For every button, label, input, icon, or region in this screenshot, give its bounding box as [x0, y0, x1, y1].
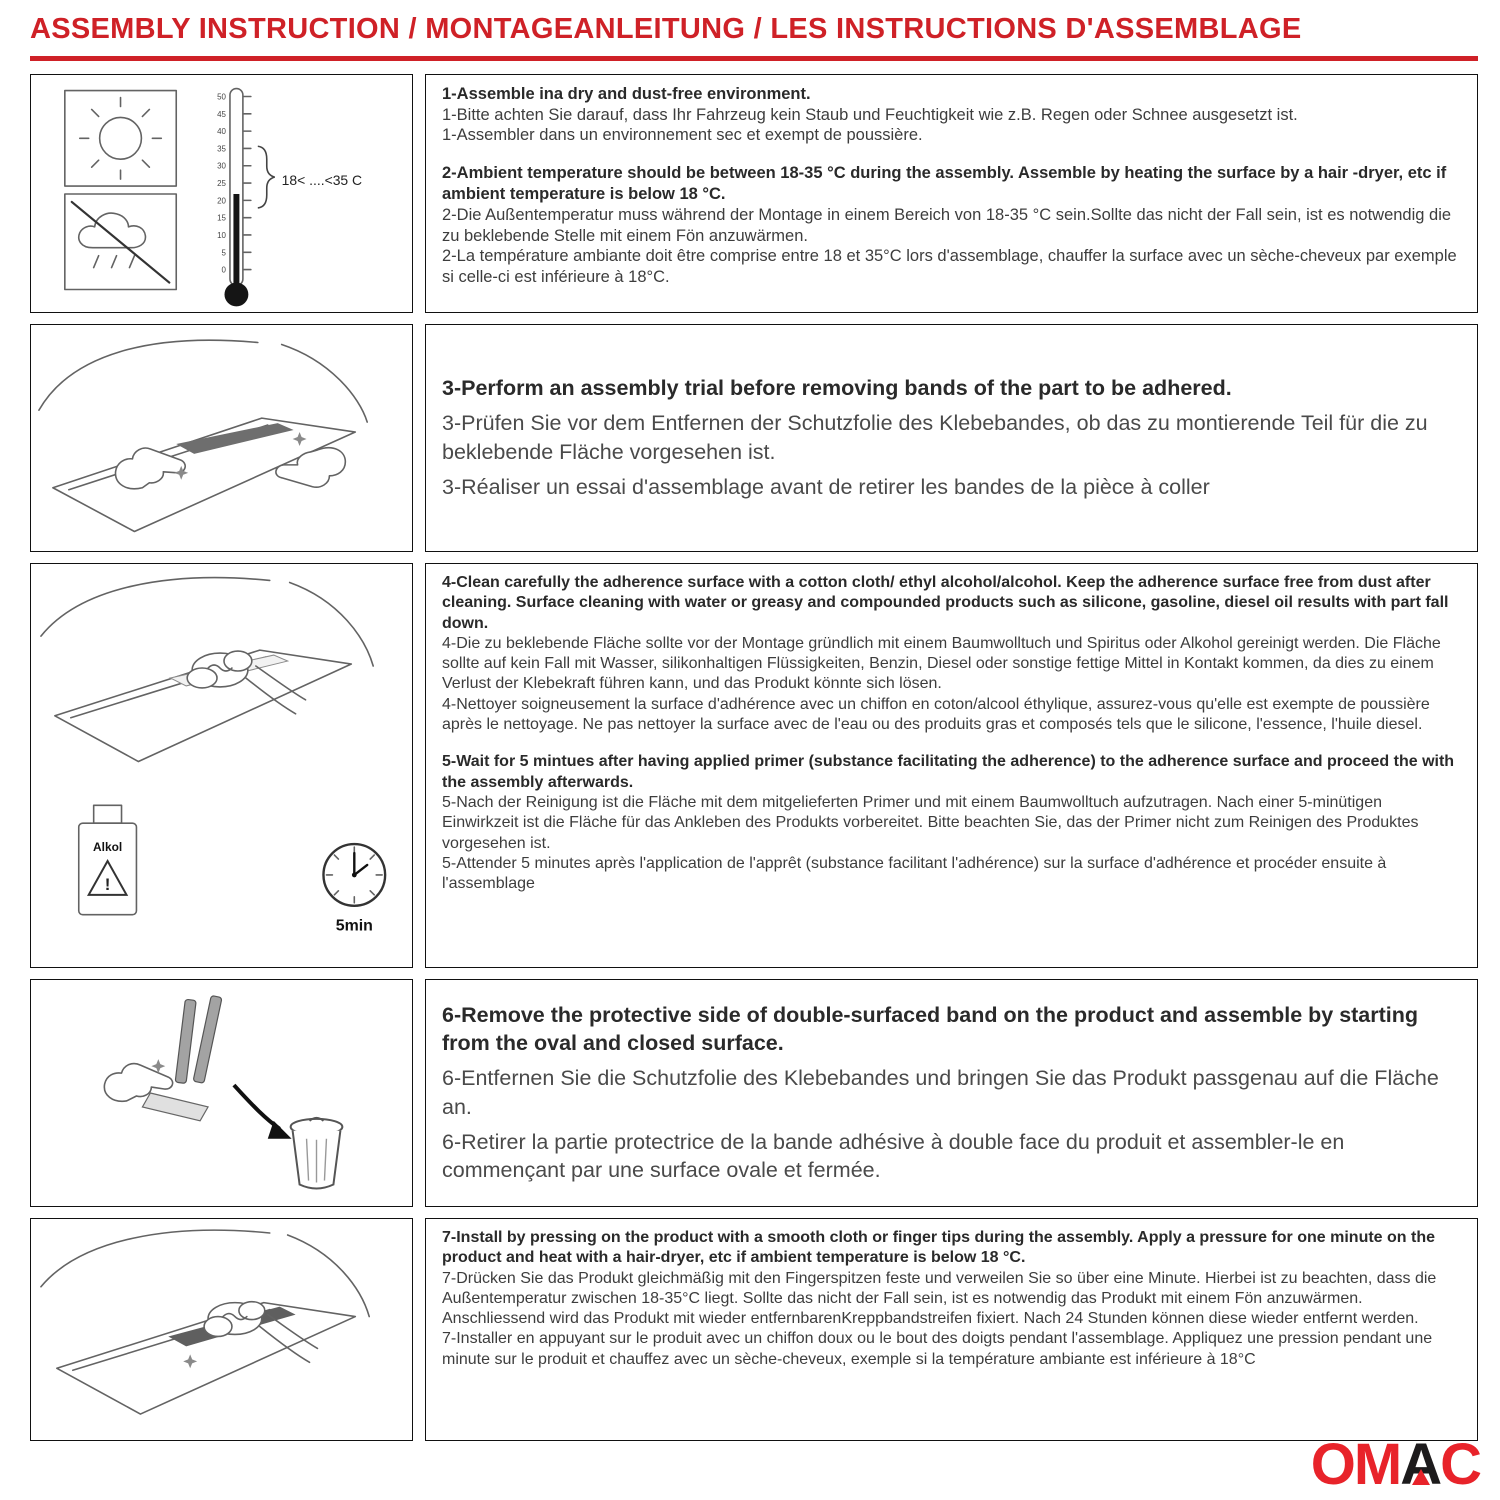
- protective-band-strip: [193, 995, 222, 1083]
- instruction-row-cleaning: [30, 563, 1478, 968]
- thermometer-icon: [217, 88, 362, 306]
- sparkle-icon: [183, 1354, 197, 1368]
- step-1-text-fr: 1-Assembler dans un environnement sec et exempt de poussière.: [442, 126, 923, 145]
- logo-letter-a-glyph: A: [1400, 1432, 1441, 1497]
- step-7-text-en: 7-Install by pressing on the product with a smooth cloth or finger tips during the assembly. Apply a pressure for one minute on the product and heat with a hair-dryer, etc if ambient temperature is below 18 °C.: [442, 1228, 1435, 1267]
- figure-cleaning: [30, 563, 413, 968]
- logo-letter-a-triangle-icon: [1412, 1469, 1430, 1485]
- text-step-7: [425, 1218, 1478, 1441]
- step-6-text-en: 6-Remove the protective side of double-surfaced band on the product and assemble by starting from the oval and closed surface.: [442, 1002, 1419, 1056]
- car-sill-cleaning-illustration: [41, 578, 373, 762]
- thermometer-tick-label: 50: [217, 92, 226, 102]
- bottle-label: Alkol: [93, 839, 123, 854]
- clock-icon: [323, 844, 385, 935]
- warning-exclamation: !: [104, 874, 111, 894]
- step-4-text-de: 4-Die zu beklebende Fläche sollte vor der Montage gründlich mit einem Baumwolltuch und Spiritus oder Alkohol gereinigt werden. Die Fläche sollte auf kein Fall mit Wasser, silikonhaltigen Flüssigkeiten, Benzin, Diesel oder sonstige fettige Mittel in Kontakt kommen, da dies zu einem Verlust der Klebekraft führen kann, und das Produkt könnte sich lösen.: [442, 634, 1441, 693]
- environment-illustration: [31, 75, 412, 312]
- text-steps-1-2: [425, 74, 1478, 313]
- car-door-sill-illustration: [39, 340, 367, 531]
- left-hand-illustration: [115, 448, 185, 489]
- figure-press-install: [30, 1218, 413, 1441]
- figure-assembly-trial: [30, 324, 413, 552]
- press-hand-illustration: [41, 1230, 369, 1414]
- alcohol-bottle-icon: [79, 805, 137, 914]
- right-hand-illustration: [276, 448, 345, 487]
- step-1-text-en: 1-Assemble ina dry and dust-free environment.: [442, 84, 811, 103]
- peel-band-illustration: [104, 995, 291, 1138]
- assembly-trial-illustration: [31, 325, 412, 551]
- page-title: ASSEMBLY INSTRUCTION / MONTAGEANLEITUNG / LES INSTRUCTIONS D'ASSEMBLAGE: [30, 13, 1302, 45]
- text-steps-4-5: [425, 563, 1478, 968]
- step-2-text-en: 2-Ambient temperature should be between 18-35 °C during the assembly. Assemble by heating the surface by a hair -dryer, etc if ambient temperature is below 18 °C.: [442, 164, 1447, 204]
- thermometer-tick-label: 35: [217, 144, 226, 154]
- step-5-text-fr: 5-Attender 5 minutes après l'application de l'apprêt (substance facilitant l'adhérence) sur la surface d'adhérence et procéder ensuite à l'assemblage: [442, 854, 1387, 893]
- logo-letter-a: [1400, 1432, 1441, 1497]
- thermometer-tick-label: 20: [217, 196, 226, 206]
- thermometer-tick-label: 5: [221, 248, 226, 258]
- step-3-text-fr: 3-Réaliser un essai d'assemblage avant de retirer les bandes de la pièce à coller: [442, 474, 1210, 499]
- omac-logo: [1310, 1432, 1480, 1497]
- sun-icon: [65, 90, 176, 185]
- thermometer-tick-label: 40: [217, 127, 226, 137]
- thermometer-tick-label: 10: [217, 230, 226, 240]
- step-4-text-en: 4-Clean carefully the adherence surface with a cotton cloth/ ethyl alcohol/alcohol. Keep the adherence surface free from dust after cleaning. Surface cleaning with water or greasy and compounded products such as silicone, gasoline, diesel oil results with part fall down.: [442, 573, 1449, 632]
- trash-can-icon: [291, 1118, 343, 1189]
- instruction-row-remove-band: [30, 979, 1478, 1207]
- thermometer-tick-label: 0: [221, 265, 226, 275]
- logo-letter-c: C: [1440, 1432, 1480, 1497]
- step-7-text-de: 7-Drücken Sie das Produkt gleichmäßig mit den Fingerspitzen feste und verweilen Sie so über eine Minute. Hierbei ist zu beachten, dass die Außentemperatur zwischen 18-35°C liegt. Sollte das nicht der Fall sein, ist es notwendig das Produkt mit einem Fön anzuwärmen. Anschliessend wird das Produkt mit wieder entfernbarenKreppbandstreifen fixiert. Nach 24 Stunden können diese wieder entfernt werden.: [442, 1269, 1437, 1328]
- cleaning-hand-illustration: [187, 651, 305, 714]
- step-6-text-fr: 6-Retirer la partie protectrice de la bande adhésive à double face du produit et assembler-le en commençant par une surface ovale et fermée.: [442, 1129, 1345, 1183]
- step-3-text-en: 3-Perform an assembly trial before removing bands of the part to be adhered.: [442, 376, 1232, 401]
- figure-remove-band: [30, 979, 413, 1207]
- text-step-3: [425, 324, 1478, 552]
- thermometer-tick-label: 45: [217, 109, 226, 119]
- step-5-text-en: 5-Wait for 5 mintues after having applied primer (substance facilitating the adherence) to the adherence surface and proceed the with the assembly afterwards.: [442, 753, 1455, 791]
- range-brace: [258, 146, 275, 208]
- cleaning-illustration: [31, 564, 412, 967]
- temperature-range-label: 18< ....<35 C: [281, 171, 363, 188]
- step-2-text-fr: 2-La température ambiante doit être comprise entre 18 et 35°C lors d'assemblage, chauffer la surface avec un sèche-cheveux par exemple si celle-ci est inférieure à 18°C.: [442, 247, 1457, 287]
- step-1-text-de: 1-Bitte achten Sie darauf, dass Ihr Fahrzeug kein Staub und Feuchtigkeit wie z.B. Regen oder Schnee ausgesetzt ist.: [442, 105, 1298, 124]
- protective-band-strip: [175, 999, 196, 1083]
- logo-letter-m: M: [1353, 1432, 1401, 1497]
- instruction-row-press: [30, 1218, 1478, 1441]
- product-piece: [142, 1093, 208, 1121]
- thermometer-tick-label: 25: [217, 178, 226, 188]
- title-underline: [30, 56, 1478, 61]
- sparkle-icon: [293, 432, 307, 446]
- step-7-text-fr: 7-Installer en appuyant sur le produit avec un chiffon doux ou le bout des doigts pendant l'assemblage. Appliquez une pression pendant une minute sur le produit et chauffez avec un sèche-cheveux, exemple si la température ambiante est inférieure à 18°C: [442, 1330, 1433, 1368]
- instruction-row-trial: [30, 324, 1478, 552]
- step-2-text-de: 2-Die Außentemperatur muss während der Montage in einem Bereich von 18-35 °C sein.Sollte das nicht der Fall sein, ist es notwendig die zu beklebende Stelle mit einem Fön anzuwärmen.: [442, 205, 1452, 245]
- no-rain-icon: [65, 194, 176, 289]
- step-5-text-de: 5-Nach der Reinigung ist die Fläche mit dem mitgelieferten Primer und mit einem Baumwolltuch aufzutragen. Nach einer 5-minütigen Einwirkzeit ist die Fläche für das Ankleben des Produkts vorbereitet. Bitte beachten Sie, das der Primer nicht zum Reinigen des Produktes vorgesehen ist.: [442, 794, 1419, 852]
- remove-band-illustration: [31, 980, 412, 1206]
- step-6-text-de: 6-Entfernen Sie die Schutzfolie des Klebebandes und bringen Sie das Produkt passgenau auf die Fläche an.: [442, 1066, 1439, 1119]
- press-install-illustration: [31, 1219, 412, 1440]
- thermometer-tick-label: 15: [217, 213, 226, 223]
- thermometer-tick-label: 30: [217, 161, 226, 171]
- wait-time-label: 5min: [335, 917, 373, 935]
- figure-environment: [30, 74, 413, 313]
- instruction-row-environment: [30, 74, 1478, 313]
- step-3-text-de: 3-Prüfen Sie vor dem Entfernen der Schutzfolie des Klebebandes, ob das zu montierende Teil für die zu beklebende Fläche vorgesehen ist.: [442, 411, 1428, 464]
- step-4-text-fr: 4-Nettoyer soigneusement la surface d'adhérence avec un chiffon en coton/alcool éthylique, assurez-vous qu'elle est exempte de poussière après le nettoyage. Ne pas nettoyer la surface avec de l'eau ou des produits gras et composés tels que le silicone, l'essence, l'huile diesel.: [442, 695, 1430, 734]
- text-step-6: [425, 979, 1478, 1207]
- logo-letter-o: O: [1310, 1432, 1354, 1497]
- prohibition-slash: [72, 202, 169, 283]
- arrow: [234, 1085, 280, 1129]
